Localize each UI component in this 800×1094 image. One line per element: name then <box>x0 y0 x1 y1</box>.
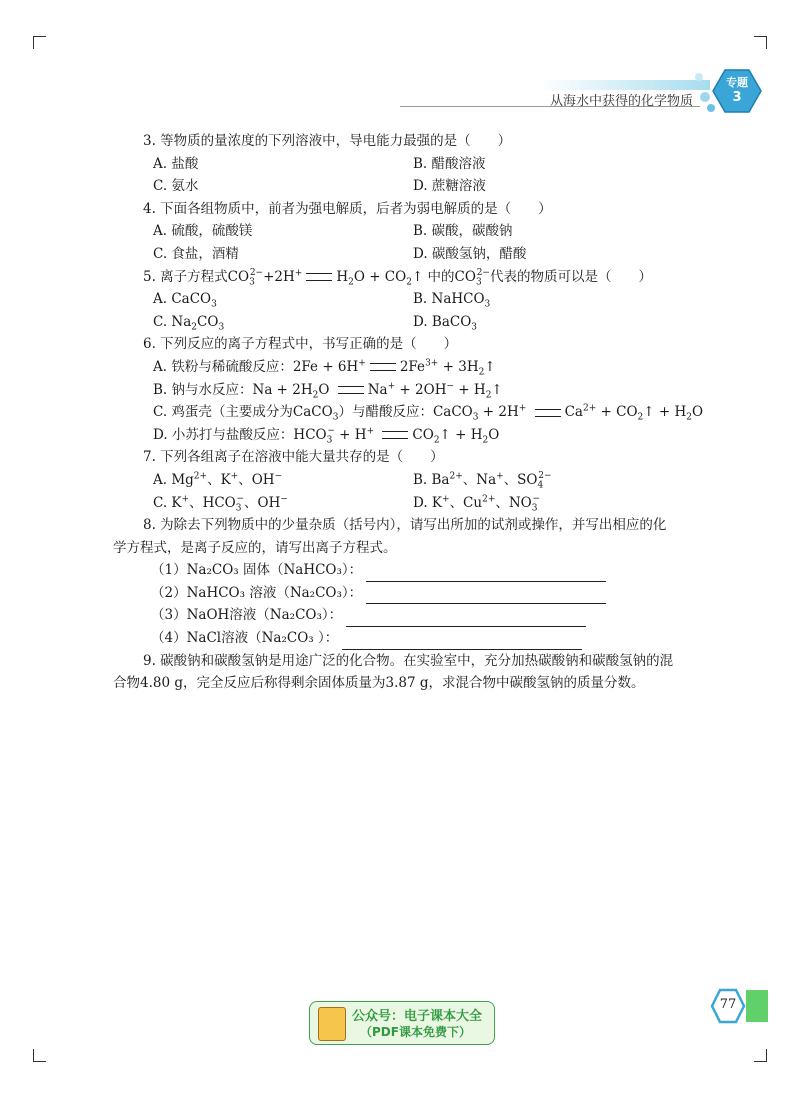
question-3-stem: 3. 等物质的量浓度的下列溶液中，导电能力最强的是（ ） <box>143 133 512 149</box>
option-a: A. 硫酸，硫酸镁 <box>153 223 253 240</box>
page-tab <box>746 990 768 1022</box>
option-b: B. 碳酸，碳酸钠 <box>413 223 513 240</box>
question-6-option-d: D. 小苏打与盐酸反应：$HCO_3^- + H^+$ $CO_2↑ + H_2O$ <box>153 426 500 446</box>
question-9-line-2: 合物4.80 g，完全反应后称得剩余固体质量为3.87 g，求混合物中碳酸氢钠的质量分数。 <box>113 675 645 692</box>
question-5-stem: 5. 离子方程式$CO_3^{2-}+2H^+$ $H_2O$ + $CO_2↑$ 中的$CO_3^{2-}$代表的物质可以是（ ） <box>143 268 652 288</box>
watermark-line-1: 公众号：电子课本大全 <box>352 1009 483 1024</box>
question-6-option-a: A. 铁粉与稀硫酸反应：2Fe + 6H+ $2Fe^{3+}$ + $3H_2↑$ <box>153 358 496 378</box>
option-a: A. 盐酸 <box>153 155 199 172</box>
option-a: A. $Mg^{2+}$、K+、OH− <box>153 471 283 488</box>
watermark-line-2: （PDF课本免费下） <box>360 1025 471 1039</box>
question-3-options-row-2 <box>113 175 698 198</box>
question-3-options-row-1 <box>113 153 698 176</box>
option-a: A. CaCO$_3$ <box>153 291 217 310</box>
question-7-options-row-2 <box>113 492 698 515</box>
answer-blank <box>342 635 582 650</box>
option-b: B. 醋酸溶液 <box>413 155 486 172</box>
question-6-option-b: B. 钠与水反应：$Na + 2H_2O$ $Na^+ + 2OH^- + H_2↑$ <box>153 381 503 401</box>
chapter-badge <box>712 68 762 114</box>
question-7-stem: 7. 下列各组离子在溶液中能大量共存的是（ ） <box>143 449 444 466</box>
page-number: 77 <box>719 997 737 1012</box>
question-8-item-2: （2）NaHCO₃ 溶液（Na₂CO₃）： <box>113 582 698 605</box>
question-8-item-3: （3）NaOH溶液（Na₂CO₃）： <box>113 604 698 627</box>
answer-blank <box>366 589 606 604</box>
question-8-item-1: （1）Na₂CO₃ 固体（NaHCO₃）： <box>113 559 698 582</box>
option-c: C. K+、$HCO_3^-$、OH− <box>153 494 288 514</box>
question-4-stem: 4. 下面各组物质中，前者为强电解质，后者为弱电解质的是（ ） <box>143 200 552 217</box>
option-d: D. 碳酸氢钠，醋酸 <box>413 245 527 262</box>
option-c: C. $Na_2CO_3$ <box>153 313 225 333</box>
option-d: D. K+、$Cu^{2+}$、$NO_3^-$ <box>413 494 541 514</box>
chapter-title: 从海水中获得的化学物质 <box>550 94 694 109</box>
question-4-options-row-1 <box>113 220 698 243</box>
option-c: C. 食盐，酒精 <box>153 245 239 262</box>
answer-blank <box>366 567 606 582</box>
question-8-item-4: （4）NaCl溶液（Na₂CO₃ ）： <box>113 627 698 650</box>
crop-mark-top-left <box>33 36 46 49</box>
question-7-options-row-1 <box>113 469 698 492</box>
book-icon <box>318 1007 346 1041</box>
question-8-stem-line-2: 学方程式，是离子反应的，请写出离子方程式。 <box>113 539 397 556</box>
question-6-stem: 6. 下列反应的离子方程式中，书写正确的是（ ） <box>143 336 458 353</box>
decor-dot <box>700 92 710 102</box>
decor-dot <box>695 73 703 81</box>
exercise-content <box>113 130 704 695</box>
question-5-options-row-2 <box>113 311 698 334</box>
badge-number: 3 <box>732 90 742 105</box>
answer-blank <box>346 612 586 627</box>
crop-mark-bottom-right <box>754 1049 767 1062</box>
page-number-badge <box>710 988 746 1024</box>
crop-mark-top-right <box>754 36 767 49</box>
question-8-stem-line-1: 8. 为除去下列物质中的少量杂质（括号内），请写出所加的试剂或操作，并写出相应的化 <box>143 517 667 534</box>
option-c: C. 氨水 <box>153 178 199 195</box>
badge-label: 专题 <box>726 76 748 89</box>
watermark-banner <box>309 1001 495 1045</box>
option-b: B. $Ba^{2+}$、Na+、$SO_4^{2-}$ <box>413 471 552 491</box>
option-d: D. BaCO$_3$ <box>413 313 478 333</box>
option-d: D. 蔗糖溶液 <box>413 178 486 195</box>
question-9-line-1: 9. 碳酸钠和碳酸氢钠是用途广泛的化合物。在实验室中，充分加热碳酸钠和碳酸氢钠的混 <box>143 652 674 669</box>
question-4-options-row-2 <box>113 243 698 266</box>
question-6-option-c: C. 鸡蛋壳（主要成分为CaCO$_3$）与醋酸反应：CaCO$_3$ + 2H+ $Ca^{2+}$ + $CO_2↑ + H_2O$ <box>153 403 704 423</box>
question-5-options-row-1 <box>113 288 698 311</box>
option-b: B. NaHCO$_3$ <box>413 291 491 310</box>
crop-mark-bottom-left <box>33 1049 46 1062</box>
header-gradient-bar <box>540 80 710 90</box>
